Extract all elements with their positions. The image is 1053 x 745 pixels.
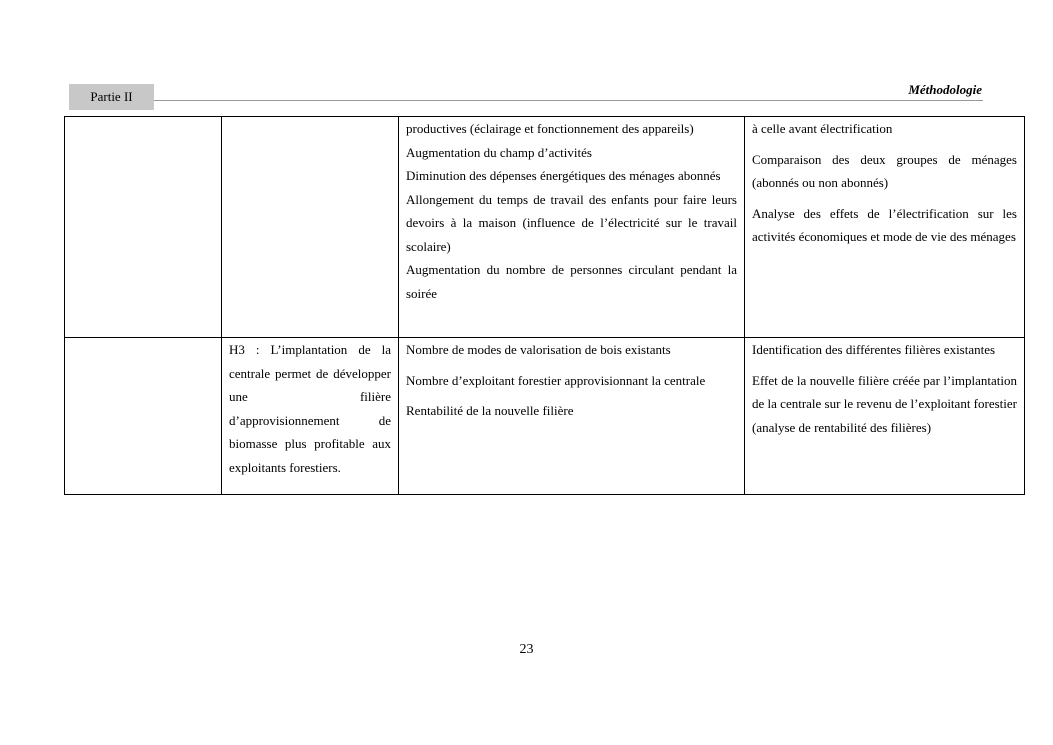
method-text: Analyse des effets de l’électrification sur les activités économiques et mode de vie des ménages [752, 205, 1017, 244]
indicator-text: Augmentation du champ d’activités [406, 144, 592, 160]
methodology-table [64, 116, 1025, 495]
section-title: Méthodologie [908, 82, 982, 97]
table-cell-indicators [399, 117, 745, 338]
indicator-text: Diminution des dépenses énergétiques des ménages abonnés [406, 168, 721, 183]
indicator-text: Nombre d’exploitant forestier approvisionnant la centrale [406, 372, 706, 388]
table-cell-empty [65, 117, 222, 338]
table-cell-empty [65, 338, 222, 495]
table-cell-methods [745, 117, 1025, 338]
table-cell-indicators [399, 338, 745, 495]
table-row [65, 117, 1025, 338]
section-tab: Partie II [69, 84, 154, 110]
page-number: 23 [519, 642, 534, 657]
table-row [65, 338, 1025, 495]
indicator-text: productives (éclairage et fonctionnement des appareils) [406, 121, 694, 136]
table-cell-methods [745, 338, 1025, 495]
method-text: à celle avant électrification [752, 121, 893, 136]
hypothesis-text: H3 : L’implantation de la centrale permet de développer une filière d’approvisionnement de biomasse plus profitable aux exploitants forestiers. [229, 342, 391, 475]
table-cell-hypothesis [222, 338, 399, 495]
indicator-text: Allongement du temps de travail des enfants pour faire leurs devoirs à la maison (influence de l’électricité sur le travail scolaire) [406, 191, 737, 254]
indicator-text: Nombre de modes de valorisation de bois existants [406, 342, 671, 357]
header-rule [154, 100, 983, 101]
method-text: Identification des différentes filières existantes [752, 342, 996, 357]
indicator-text: Rentabilité de la nouvelle filière [406, 403, 574, 418]
method-text: Effet de la nouvelle filière créée par l’implantation de la centrale sur le revenu de l’exploitant forestier (analyse de rentabilité des filières) [752, 372, 1017, 435]
indicator-text: Augmentation du nombre de personnes circulant pendant la soirée [406, 262, 737, 301]
table-cell-empty [222, 117, 399, 338]
method-text: Comparaison des deux groupes de ménages (abonnés ou non abonnés) [752, 151, 1017, 190]
